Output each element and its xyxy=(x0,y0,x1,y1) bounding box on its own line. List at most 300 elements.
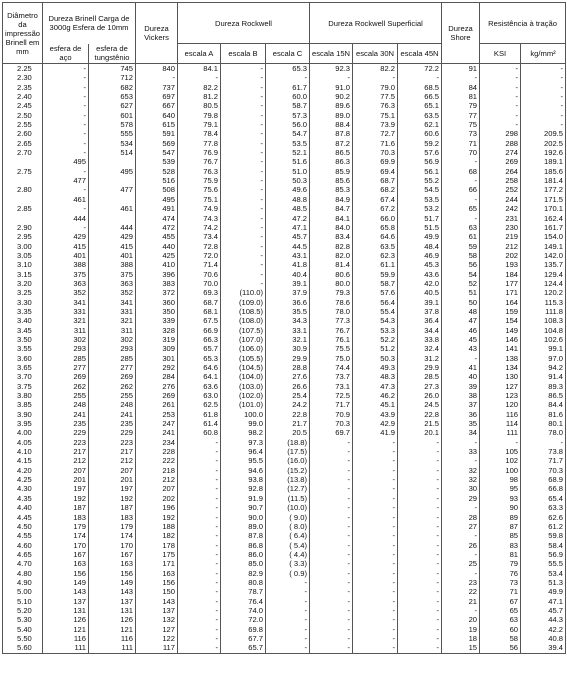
cell-rockwell-a: 63.6 xyxy=(178,382,221,391)
cell-diameter: 3.55 xyxy=(3,344,43,353)
cell-rockwell-a: - xyxy=(178,550,221,559)
cell-rockwell-b: (103.0) xyxy=(221,382,266,391)
cell-tensile-ksi: 79 xyxy=(480,559,521,568)
cell-tensile-ksi: 89 xyxy=(480,513,521,522)
cell-superficial-30n: 43.9 xyxy=(353,410,398,419)
cell-rockwell-a: - xyxy=(178,513,221,522)
cell-superficial-30n: 42.9 xyxy=(353,419,398,428)
cell-rockwell-c: 41.8 xyxy=(266,260,310,269)
cell-rockwell-b: - xyxy=(221,232,266,241)
cell-shore: 41 xyxy=(442,363,480,372)
cell-superficial-30n: - xyxy=(353,456,398,465)
cell-rockwell-b: - xyxy=(221,270,266,279)
cell-tensile-kg-mm2: 209.5 xyxy=(521,129,566,138)
cell-rockwell-c: (12.7) xyxy=(266,484,310,493)
cell-rockwell-a: 76.7 xyxy=(178,157,221,166)
header-rockwell-a: escala A xyxy=(178,44,221,64)
cell-brinell-tungsten: 183 xyxy=(89,513,136,522)
cell-rockwell-c: 48.8 xyxy=(266,195,310,204)
cell-brinell-tungsten: 712 xyxy=(89,73,136,82)
table-row xyxy=(3,475,566,484)
cell-shore: 65 xyxy=(442,204,480,213)
cell-diameter: 3.05 xyxy=(3,251,43,260)
cell-rockwell-c: 40.4 xyxy=(266,270,310,279)
cell-rockwell-c: 54.7 xyxy=(266,129,310,138)
cell-shore: 81 xyxy=(442,92,480,101)
cell-rockwell-a: 81.2 xyxy=(178,92,221,101)
cell-superficial-30n: 69.9 xyxy=(353,157,398,166)
cell-tensile-ksi: - xyxy=(480,438,521,447)
cell-brinell-tungsten: 311 xyxy=(89,326,136,335)
cell-rockwell-b: 96.4 xyxy=(221,447,266,456)
cell-rockwell-a: 82.2 xyxy=(178,83,221,92)
cell-rockwell-a: - xyxy=(178,503,221,512)
table-row xyxy=(3,522,566,531)
cell-rockwell-a: 71.4 xyxy=(178,260,221,269)
cell-superficial-45n: 56.1 xyxy=(398,167,442,176)
cell-brinell-tungsten: 187 xyxy=(89,503,136,512)
cell-vickers: 228 xyxy=(136,447,178,456)
cell-superficial-45n: 33.8 xyxy=(398,335,442,344)
cell-tensile-kg-mm2: 192.6 xyxy=(521,148,566,157)
cell-brinell-steel: 269 xyxy=(43,372,89,381)
cell-rockwell-a: 84.1 xyxy=(178,64,221,74)
cell-vickers: 202 xyxy=(136,494,178,503)
cell-vickers: 539 xyxy=(136,157,178,166)
cell-diameter: 2.40 xyxy=(3,92,43,101)
cell-brinell-steel: 149 xyxy=(43,578,89,587)
cell-superficial-30n: - xyxy=(353,531,398,540)
cell-superficial-15n: - xyxy=(310,475,353,484)
cell-brinell-tungsten: 241 xyxy=(89,410,136,419)
cell-shore: - xyxy=(442,438,480,447)
cell-vickers: 396 xyxy=(136,270,178,279)
cell-superficial-45n: 20.1 xyxy=(398,428,442,437)
cell-superficial-15n: 84.1 xyxy=(310,214,353,223)
cell-superficial-30n: 67.2 xyxy=(353,204,398,213)
cell-vickers: 127 xyxy=(136,625,178,634)
header-diameter: Diâmetro da impressão Brinell em mm xyxy=(3,3,43,64)
cell-superficial-45n: 60.6 xyxy=(398,129,442,138)
cell-brinell-steel: 352 xyxy=(43,288,89,297)
cell-tensile-ksi: 73 xyxy=(480,578,521,587)
cell-tensile-kg-mm2: 115.3 xyxy=(521,298,566,307)
cell-tensile-ksi: 102 xyxy=(480,456,521,465)
cell-superficial-45n: 45.3 xyxy=(398,260,442,269)
table-row xyxy=(3,606,566,615)
cell-diameter: 4.00 xyxy=(3,428,43,437)
table-row xyxy=(3,400,566,409)
cell-brinell-tungsten: 277 xyxy=(89,363,136,372)
cell-tensile-kg-mm2: 58.4 xyxy=(521,541,566,550)
cell-tensile-ksi: - xyxy=(480,120,521,129)
cell-shore: 56 xyxy=(442,260,480,269)
cell-rockwell-a: 65.7 xyxy=(178,344,221,353)
cell-brinell-steel: - xyxy=(43,73,89,82)
cell-rockwell-b: (109.0) xyxy=(221,298,266,307)
cell-rockwell-b: 93.8 xyxy=(221,475,266,484)
cell-tensile-ksi: 230 xyxy=(480,223,521,232)
cell-superficial-30n: 45.1 xyxy=(353,400,398,409)
cell-tensile-ksi: 105 xyxy=(480,447,521,456)
cell-shore: 27 xyxy=(442,522,480,531)
cell-diameter: 4.05 xyxy=(3,438,43,447)
cell-rockwell-c: 29.9 xyxy=(266,354,310,363)
cell-brinell-steel: 285 xyxy=(43,354,89,363)
cell-superficial-45n: 46.9 xyxy=(398,251,442,260)
cell-diameter: 4.10 xyxy=(3,447,43,456)
cell-rockwell-c: 61.7 xyxy=(266,83,310,92)
cell-diameter: 3.25 xyxy=(3,288,43,297)
table-row xyxy=(3,541,566,550)
cell-superficial-45n: 28.5 xyxy=(398,372,442,381)
cell-tensile-kg-mm2: - xyxy=(521,83,566,92)
cell-vickers: 234 xyxy=(136,438,178,447)
cell-superficial-15n: - xyxy=(310,484,353,493)
cell-vickers: 372 xyxy=(136,288,178,297)
cell-brinell-steel: 415 xyxy=(43,242,89,251)
table-row xyxy=(3,120,566,129)
cell-superficial-15n: - xyxy=(310,643,353,653)
cell-diameter xyxy=(3,176,43,185)
cell-brinell-tungsten: 116 xyxy=(89,634,136,643)
cell-diameter: 3.00 xyxy=(3,242,43,251)
cell-rockwell-b: - xyxy=(221,242,266,251)
cell-rockwell-c: 65.3 xyxy=(266,64,310,74)
cell-rockwell-b: - xyxy=(221,167,266,176)
cell-rockwell-a: - xyxy=(178,606,221,615)
cell-tensile-kg-mm2: 56.9 xyxy=(521,550,566,559)
cell-superficial-30n: - xyxy=(353,606,398,615)
cell-rockwell-b: 86.0 xyxy=(221,550,266,559)
cell-rockwell-c: 32.1 xyxy=(266,335,310,344)
cell-vickers: 163 xyxy=(136,569,178,578)
cell-shore: - xyxy=(442,176,480,185)
cell-tensile-kg-mm2: 51.3 xyxy=(521,578,566,587)
cell-vickers: 472 xyxy=(136,223,178,232)
cell-brinell-tungsten: 262 xyxy=(89,382,136,391)
cell-brinell-steel: - xyxy=(43,64,89,74)
cell-superficial-15n: 85.6 xyxy=(310,176,353,185)
cell-shore: 66 xyxy=(442,185,480,194)
cell-vickers: 339 xyxy=(136,316,178,325)
cell-diameter: 5.00 xyxy=(3,587,43,596)
cell-tensile-ksi: - xyxy=(480,83,521,92)
cell-rockwell-b: 87.8 xyxy=(221,531,266,540)
cell-rockwell-b: - xyxy=(221,73,266,82)
cell-rockwell-b: 92.8 xyxy=(221,484,266,493)
cell-tensile-kg-mm2: 61.2 xyxy=(521,522,566,531)
cell-brinell-steel: 163 xyxy=(43,559,89,568)
cell-superficial-15n: - xyxy=(310,522,353,531)
cell-superficial-45n: 26.0 xyxy=(398,391,442,400)
header-ksi: KSI xyxy=(480,44,521,64)
cell-rockwell-c: 28.8 xyxy=(266,363,310,372)
cell-shore: 73 xyxy=(442,129,480,138)
cell-superficial-30n: 59.9 xyxy=(353,270,398,279)
cell-superficial-45n: 42.0 xyxy=(398,279,442,288)
table-row xyxy=(3,391,566,400)
table-row xyxy=(3,148,566,157)
header-superficial-15n: escala 15N xyxy=(310,44,353,64)
cell-brinell-tungsten: 321 xyxy=(89,316,136,325)
cell-rockwell-b: 74.0 xyxy=(221,606,266,615)
cell-shore: 18 xyxy=(442,634,480,643)
cell-diameter: 2.25 xyxy=(3,64,43,74)
cell-shore: 79 xyxy=(442,101,480,110)
cell-superficial-15n: - xyxy=(310,569,353,578)
cell-diameter: 2.80 xyxy=(3,185,43,194)
cell-superficial-15n: 75.0 xyxy=(310,354,353,363)
cell-rockwell-a: 68.7 xyxy=(178,298,221,307)
cell-rockwell-b: (107.5) xyxy=(221,326,266,335)
cell-rockwell-c: 43.1 xyxy=(266,251,310,260)
cell-diameter: 4.60 xyxy=(3,541,43,550)
cell-rockwell-a: - xyxy=(178,597,221,606)
cell-brinell-tungsten: 285 xyxy=(89,354,136,363)
cell-vickers: 547 xyxy=(136,148,178,157)
cell-superficial-15n: 89.6 xyxy=(310,101,353,110)
cell-superficial-15n: - xyxy=(310,541,353,550)
cell-superficial-30n: - xyxy=(353,466,398,475)
cell-vickers: 495 xyxy=(136,195,178,204)
cell-superficial-15n: 87.8 xyxy=(310,129,353,138)
table-row xyxy=(3,456,566,465)
cell-vickers: 516 xyxy=(136,176,178,185)
cell-rockwell-b: 85.0 xyxy=(221,559,266,568)
cell-superficial-45n: 51.7 xyxy=(398,214,442,223)
cell-brinell-tungsten: 201 xyxy=(89,475,136,484)
cell-superficial-30n: 73.9 xyxy=(353,120,398,129)
cell-rockwell-a: - xyxy=(178,587,221,596)
cell-vickers: 569 xyxy=(136,139,178,148)
table-row xyxy=(3,307,566,316)
cell-diameter: 2.55 xyxy=(3,120,43,129)
cell-shore: 32 xyxy=(442,475,480,484)
cell-diameter: 5.50 xyxy=(3,634,43,643)
cell-superficial-30n: - xyxy=(353,522,398,531)
cell-superficial-45n: 68.5 xyxy=(398,83,442,92)
cell-vickers: 328 xyxy=(136,326,178,335)
cell-tensile-kg-mm2: 86.5 xyxy=(521,391,566,400)
cell-tensile-ksi: 171 xyxy=(480,288,521,297)
table-row xyxy=(3,410,566,419)
cell-shore: 84 xyxy=(442,83,480,92)
cell-superficial-30n: 52.2 xyxy=(353,335,398,344)
cell-rockwell-c: 44.5 xyxy=(266,242,310,251)
cell-tensile-kg-mm2: 62.6 xyxy=(521,513,566,522)
cell-brinell-steel: 223 xyxy=(43,438,89,447)
cell-rockwell-a: 62.5 xyxy=(178,400,221,409)
cell-diameter: 5.10 xyxy=(3,597,43,606)
cell-rockwell-c: - xyxy=(266,587,310,596)
cell-rockwell-b: - xyxy=(221,251,266,260)
cell-rockwell-c: - xyxy=(266,625,310,634)
table-row xyxy=(3,643,566,653)
cell-tensile-ksi: 120 xyxy=(480,400,521,409)
cell-superficial-45n: 53.5 xyxy=(398,195,442,204)
cell-rockwell-a: 73.4 xyxy=(178,232,221,241)
table-row xyxy=(3,503,566,512)
cell-vickers: 156 xyxy=(136,578,178,587)
cell-brinell-steel: - xyxy=(43,92,89,101)
cell-diameter: 3.95 xyxy=(3,419,43,428)
cell-superficial-15n: - xyxy=(310,615,353,624)
cell-brinell-steel: 143 xyxy=(43,587,89,596)
cell-superficial-45n: - xyxy=(398,541,442,550)
cell-brinell-steel: 183 xyxy=(43,513,89,522)
cell-brinell-steel: 111 xyxy=(43,643,89,653)
cell-rockwell-b: 82.9 xyxy=(221,569,266,578)
cell-tensile-ksi: 76 xyxy=(480,569,521,578)
cell-diameter: 5.20 xyxy=(3,606,43,615)
cell-superficial-15n: - xyxy=(310,73,353,82)
cell-diameter: 3.85 xyxy=(3,400,43,409)
cell-brinell-tungsten: 555 xyxy=(89,129,136,138)
table-row xyxy=(3,550,566,559)
cell-rockwell-b: 76.4 xyxy=(221,597,266,606)
cell-tensile-kg-mm2: 181.4 xyxy=(521,176,566,185)
cell-tensile-kg-mm2: - xyxy=(521,111,566,120)
cell-superficial-45n: - xyxy=(398,559,442,568)
cell-brinell-tungsten: 682 xyxy=(89,83,136,92)
cell-rockwell-c: (15.2) xyxy=(266,466,310,475)
cell-rockwell-b: - xyxy=(221,139,266,148)
cell-rockwell-a: 67.5 xyxy=(178,316,221,325)
cell-rockwell-c: - xyxy=(266,634,310,643)
cell-brinell-tungsten: 653 xyxy=(89,92,136,101)
cell-vickers: 309 xyxy=(136,344,178,353)
cell-vickers: 292 xyxy=(136,363,178,372)
cell-shore: 36 xyxy=(442,410,480,419)
cell-vickers: 150 xyxy=(136,587,178,596)
cell-shore: - xyxy=(442,195,480,204)
cell-superficial-30n: - xyxy=(353,438,398,447)
table-row xyxy=(3,513,566,522)
cell-rockwell-a: - xyxy=(178,494,221,503)
cell-rockwell-c: (16.0) xyxy=(266,456,310,465)
cell-tensile-kg-mm2: 44.3 xyxy=(521,615,566,624)
cell-brinell-steel: 179 xyxy=(43,522,89,531)
cell-brinell-tungsten: 229 xyxy=(89,428,136,437)
table-row xyxy=(3,157,566,166)
cell-vickers: 591 xyxy=(136,129,178,138)
cell-rockwell-c: 48.5 xyxy=(266,204,310,213)
cell-brinell-tungsten: 197 xyxy=(89,484,136,493)
cell-tensile-ksi: 193 xyxy=(480,260,521,269)
cell-superficial-45n: 27.3 xyxy=(398,382,442,391)
cell-diameter: 4.70 xyxy=(3,559,43,568)
cell-tensile-ksi: 58 xyxy=(480,634,521,643)
cell-brinell-tungsten: 131 xyxy=(89,606,136,615)
cell-brinell-steel: - xyxy=(43,167,89,176)
cell-superficial-45n: - xyxy=(398,550,442,559)
cell-rockwell-b: - xyxy=(221,64,266,74)
cell-superficial-30n: - xyxy=(353,503,398,512)
table-row xyxy=(3,251,566,260)
cell-tensile-kg-mm2: 189.1 xyxy=(521,157,566,166)
header-superficial-30n: escala 30N xyxy=(353,44,398,64)
table-row xyxy=(3,484,566,493)
cell-diameter xyxy=(3,214,43,223)
cell-vickers: 178 xyxy=(136,541,178,550)
cell-diameter: 3.40 xyxy=(3,316,43,325)
cell-rockwell-a: 65.3 xyxy=(178,354,221,363)
cell-diameter: 3.80 xyxy=(3,391,43,400)
cell-rockwell-b: (104.0) xyxy=(221,372,266,381)
cell-diameter: 3.35 xyxy=(3,307,43,316)
cell-shore: - xyxy=(442,531,480,540)
cell-tensile-kg-mm2: 66.8 xyxy=(521,484,566,493)
cell-brinell-tungsten xyxy=(89,176,136,185)
cell-superficial-45n: - xyxy=(398,578,442,587)
table-row xyxy=(3,73,566,82)
cell-brinell-steel: 229 xyxy=(43,428,89,437)
cell-rockwell-b: (108.0) xyxy=(221,316,266,325)
cell-shore: 91 xyxy=(442,64,480,74)
cell-brinell-steel: - xyxy=(43,120,89,129)
cell-tensile-ksi: 67 xyxy=(480,597,521,606)
cell-shore: 51 xyxy=(442,288,480,297)
cell-diameter: 2.70 xyxy=(3,148,43,157)
cell-rockwell-a: 70.6 xyxy=(178,270,221,279)
cell-brinell-tungsten xyxy=(89,214,136,223)
cell-diameter: 5.40 xyxy=(3,625,43,634)
table-row xyxy=(3,344,566,353)
cell-superficial-45n: 29.9 xyxy=(398,363,442,372)
cell-superficial-15n: - xyxy=(310,466,353,475)
cell-tensile-ksi: - xyxy=(480,92,521,101)
table-row xyxy=(3,298,566,307)
cell-tensile-kg-mm2: 161.7 xyxy=(521,223,566,232)
cell-superficial-15n: - xyxy=(310,494,353,503)
header-vickers: Dureza Vickers xyxy=(136,3,178,64)
cell-tensile-kg-mm2: 120.2 xyxy=(521,288,566,297)
cell-rockwell-a: - xyxy=(178,541,221,550)
cell-diameter: 4.80 xyxy=(3,569,43,578)
cell-rockwell-a: 79.8 xyxy=(178,111,221,120)
cell-rockwell-a: 72.0 xyxy=(178,251,221,260)
cell-superficial-15n: 71.7 xyxy=(310,400,353,409)
cell-tensile-ksi: 138 xyxy=(480,354,521,363)
cell-superficial-30n: 66.0 xyxy=(353,214,398,223)
cell-vickers: 383 xyxy=(136,279,178,288)
cell-diameter: 3.20 xyxy=(3,279,43,288)
cell-superficial-30n: 82.2 xyxy=(353,64,398,74)
cell-rockwell-a: - xyxy=(178,466,221,475)
cell-tensile-kg-mm2: 94.2 xyxy=(521,363,566,372)
cell-shore: 20 xyxy=(442,615,480,624)
cell-rockwell-b: 94.6 xyxy=(221,466,266,475)
cell-tensile-kg-mm2: 129.4 xyxy=(521,270,566,279)
cell-superficial-30n: 50.3 xyxy=(353,354,398,363)
cell-superficial-45n: 63.5 xyxy=(398,111,442,120)
cell-vickers: 667 xyxy=(136,101,178,110)
cell-superficial-45n: - xyxy=(398,513,442,522)
cell-shore: 22 xyxy=(442,587,480,596)
cell-rockwell-c: - xyxy=(266,606,310,615)
table-row xyxy=(3,176,566,185)
cell-brinell-tungsten: 331 xyxy=(89,307,136,316)
cell-superficial-30n: 51.2 xyxy=(353,344,398,353)
cell-shore: 19 xyxy=(442,625,480,634)
cell-tensile-ksi: 127 xyxy=(480,382,521,391)
cell-tensile-kg-mm2: 99.1 xyxy=(521,344,566,353)
cell-superficial-15n: 76.7 xyxy=(310,326,353,335)
cell-superficial-15n: - xyxy=(310,456,353,465)
cell-brinell-tungsten: 217 xyxy=(89,447,136,456)
cell-shore: 48 xyxy=(442,307,480,316)
